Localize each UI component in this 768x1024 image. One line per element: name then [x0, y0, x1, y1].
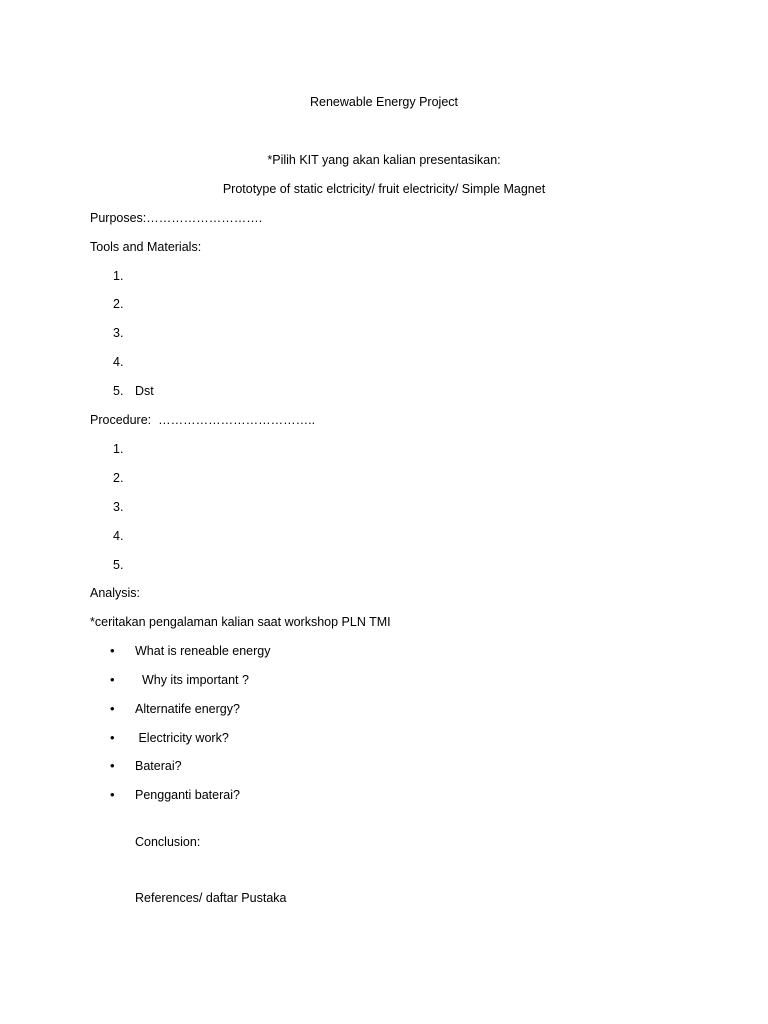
analysis-bullet-text: Alternatife energy? [135, 702, 240, 716]
analysis-bullet-text: Why its important ? [135, 673, 249, 687]
tools-item-number: 2. [113, 297, 124, 311]
conclusion-heading: Conclusion: [135, 835, 201, 849]
bullet-icon: • [110, 787, 115, 802]
bullet-icon: • [110, 730, 115, 745]
procedure-item-number: 2. [113, 471, 124, 485]
bullet-icon: • [110, 643, 115, 658]
analysis-bullet-text: Baterai? [135, 759, 182, 773]
analysis-note: *ceritakan pengalaman kalian saat workshop PLN TMI [90, 615, 391, 629]
procedure-item-number: 3. [113, 500, 124, 514]
analysis-heading: Analysis: [90, 586, 141, 600]
bullet-icon: • [110, 758, 115, 773]
analysis-bullet-text: What is reneable energy [135, 644, 271, 658]
bullet-icon: • [110, 701, 115, 716]
procedure-item-number: 5. [113, 558, 124, 572]
purposes-line: Purposes:………………………. [90, 211, 263, 225]
tools-item-number: 5. [113, 384, 124, 398]
tools-heading: Tools and Materials: [90, 240, 202, 254]
document-title: Renewable Energy Project [310, 95, 458, 109]
kit-instruction: *Pilih KIT yang akan kalian presentasikan: [267, 153, 501, 167]
procedure-line: Procedure: ……………………………….. [90, 413, 316, 427]
tools-item-text: Dst [135, 384, 154, 398]
bullet-icon: • [110, 672, 115, 687]
procedure-item-number: 1. [113, 442, 124, 456]
analysis-bullet-text: Electricity work? [135, 731, 229, 745]
references-heading: References/ daftar Pustaka [135, 891, 287, 905]
procedure-item-number: 4. [113, 529, 124, 543]
tools-item-number: 4. [113, 355, 124, 369]
analysis-bullet-text: Pengganti baterai? [135, 788, 240, 802]
kit-options: Prototype of static elctricity/ fruit electricity/ Simple Magnet [222, 182, 546, 196]
tools-item-number: 3. [113, 326, 124, 340]
tools-item-number: 1. [113, 269, 124, 283]
